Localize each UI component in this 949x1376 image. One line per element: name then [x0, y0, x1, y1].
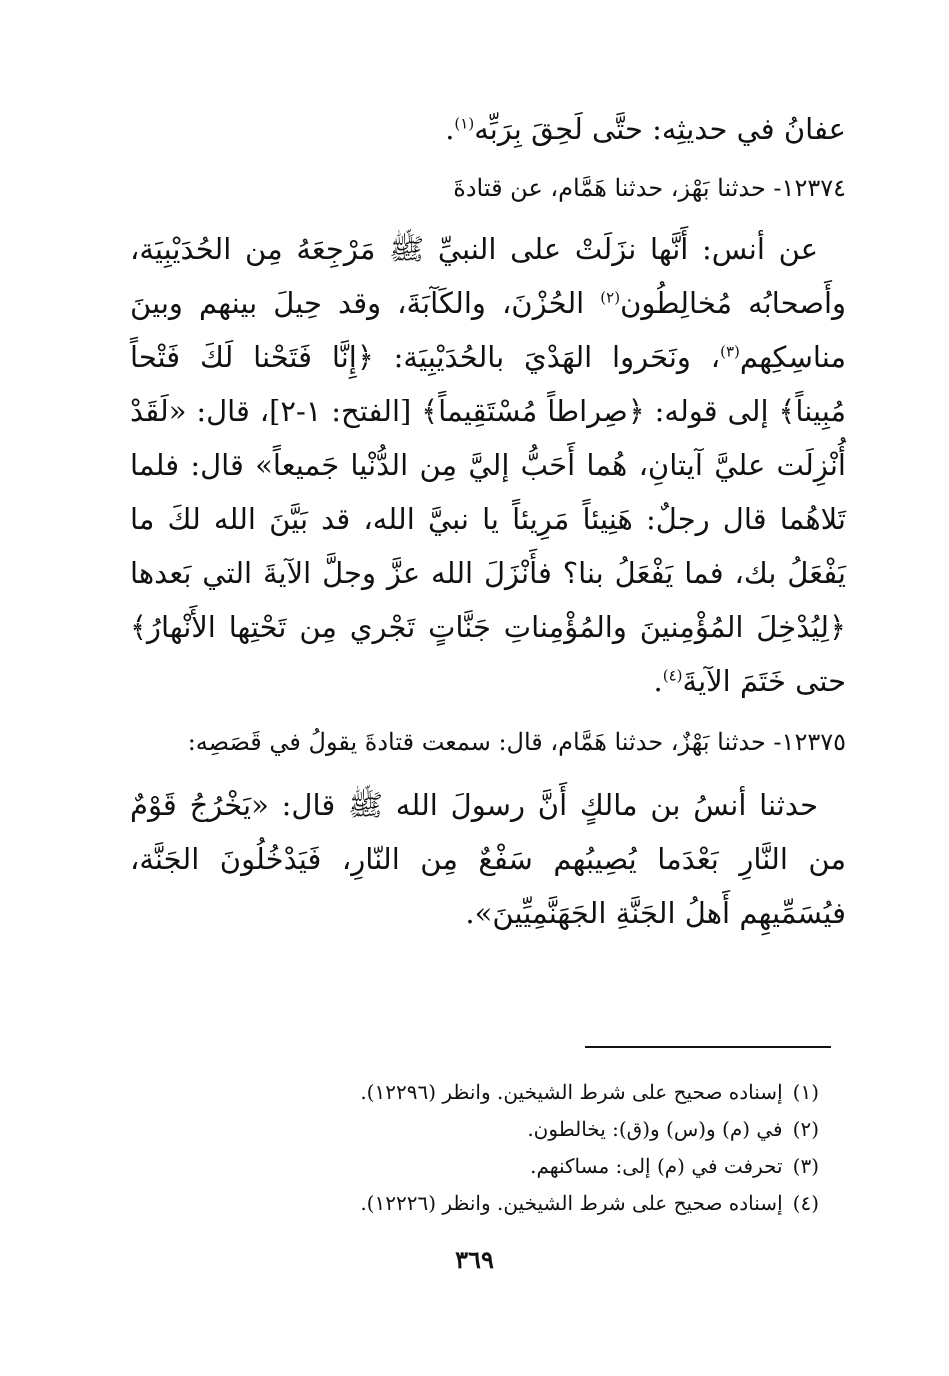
- footnote-number: (٤): [792, 1191, 819, 1215]
- main-text: [130, 102, 846, 940]
- continuation-end: .: [445, 112, 455, 146]
- footnote-text: تحرفت في (م) إلى: مساكنهم.: [530, 1154, 783, 1178]
- footnote-number: (٢): [792, 1117, 819, 1141]
- hadith-12374-intro: ١٢٣٧٤- حدثنا بَهْز، حدثنا هَمَّام، عن قتادةَ: [453, 174, 846, 202]
- footnote-2: [130, 1111, 819, 1148]
- footnote-text: إسناده صحيح على شرط الشيخين. وانظر (١٢٢٩٦).: [360, 1080, 783, 1104]
- footnote-separator: [585, 1046, 831, 1048]
- hadith-12374-part2: الحُزْنَ، والكَآبَةَ، وقد حِيلَ بينهم وبينَ مناسِكِهم: [130, 286, 846, 374]
- hadith-12374-part3: ، ونَحَروا الهَدْيَ بالحُدَيْبِيَة: ﴿إِنَّا فَتَحْنا لَكَ فَتْحاً مُبِيناً﴾ إلى قوله: ﴿صِراطاً مُسْتَقِيماً﴾ [الفتح: ١-٢]، قال: «لَقَدْ أُنْزِلَت عليَّ آيتانِ، هُما أَحَبُّ إليَّ مِن الدُّنْيا جَميعاً» قال: فلما تَلاهُما قال رجلٌ: هَنِيئاً مَرِيئاً يا نبيَّ الله، قد بَيَّنَ الله لكَ ما يَفْعَلُ بك، فما يَفْعَلُ بنا؟ فأَنْزَلَ الله عزَّ وجلَّ الآيةَ التي بَعدها ﴿لِيُدْخِلَ المُؤْمِنينَ والمُؤْمِناتِ جَنَّاتٍ تَجْري مِن تَحْتِها الأَنْهارُ﴾ حتى خَتَمَ الآيةَ: [130, 340, 846, 698]
- footnote-text: إسناده صحيح على شرط الشيخين. وانظر (١٢٢٢٦).: [360, 1191, 783, 1215]
- continuation-text: عفانُ في حديثِه: حتَّى لَحِقَ بِرَبِّه: [474, 112, 846, 146]
- footnote-ref-1[interactable]: (١): [454, 114, 475, 133]
- footnotes: [130, 1074, 819, 1222]
- footnote-ref-4[interactable]: (٤): [662, 666, 683, 685]
- footnote-number: (١): [792, 1080, 819, 1104]
- continuation-line: [130, 102, 846, 156]
- hadith-12374-part1: عن أنس: أَنَّها نزَلَتْ على النبيِّ ﷺ مَرْجِعَهُ مِن الحُدَيْبِيَة، وأَصحابُه مُخالِطُون: [130, 232, 847, 320]
- footnote-3: [130, 1148, 819, 1185]
- hadith-12375-body: حدثنا أنسُ بن مالكٍ أَنَّ رسولَ الله ﷺ قال: «يَخْرُجُ قَوْمٌ من النَّارِ بَعْدَما يُصِيبُهم سَفْعٌ مِن النّارِ، فَيَدْخُلُونَ الجَنَّة، فيُسَمِّيهِم أَهلُ الجَنَّةِ الجَهَنَّمِيِّينَ».: [130, 788, 846, 930]
- hadith-12374-body: [130, 222, 846, 708]
- footnote-number: (٣): [792, 1154, 819, 1178]
- hadith-12375-intro: ١٢٣٧٥- حدثنا بَهْزٌ، حدثنا هَمَّام، قال: سمعت قتادةَ يقولُ في قَصَصِه:: [187, 728, 846, 756]
- hadith-12374-end: .: [653, 664, 663, 698]
- footnote-1: [130, 1074, 819, 1111]
- footnote-ref-3[interactable]: (٣): [720, 342, 740, 361]
- footnote-ref-2[interactable]: (٢): [600, 288, 621, 307]
- page-number: ٣٦٩: [455, 1245, 494, 1274]
- footnote-4: [130, 1185, 819, 1222]
- footnote-text: في (م) و(س) و(ق): يخالطون.: [527, 1117, 783, 1141]
